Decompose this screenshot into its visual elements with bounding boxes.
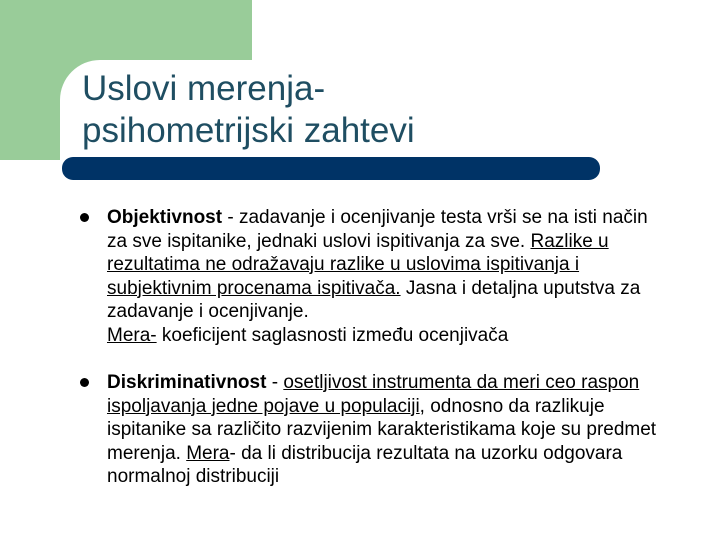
title-line-1: Uslovi merenja- [82,69,326,108]
bullet-underlined-text: osetljivost instrumenta da meri ceo raspon ispoljavanja jedne pojave u populaciji [107,372,640,417]
bullet-underlined-text: Razlike u rezultatima ne odražavaju razlike u uslovima ispitivanja i subjektivnim procenama ispitivača. [107,230,609,299]
measure-label: Mera- [107,324,157,346]
bullet-text: - zadavanje i ocenjivanje testa vrši se na isti način za sve ispitanike, jednaki uslovi ispitivanja za sve. [107,207,648,252]
bullet-dot-icon [80,213,89,222]
slide-title [82,68,602,152]
measure-text: - da li distribucija rezultata na uzorku odgovara normalnoj distribuciji [107,442,623,487]
bullet-term: Diskriminativnost [107,372,267,393]
bullet-text: - [266,372,284,393]
bullet-item-diskriminativnost [80,371,670,489]
bullet-item-objektivnost [80,206,670,347]
measure-text: koeficijent saglasnosti između ocenjivača [156,324,509,346]
bullet-dot-icon [80,378,89,387]
bullet-text: Jasna i detaljna uputstva za zadavanje i ocenjivanje. [107,277,641,322]
title-underline-bar [62,157,600,180]
bullet-list [80,206,670,489]
title-line-2: psihometrijski zahtevi [82,111,415,150]
measure-label: Mera [186,442,230,464]
bullet-text: , odnosno da razlikuje ispitanike sa različito razvijenim karakteristikama koje su predmet merenja. [107,395,657,464]
bullet-term: Objektivnost [107,207,223,228]
